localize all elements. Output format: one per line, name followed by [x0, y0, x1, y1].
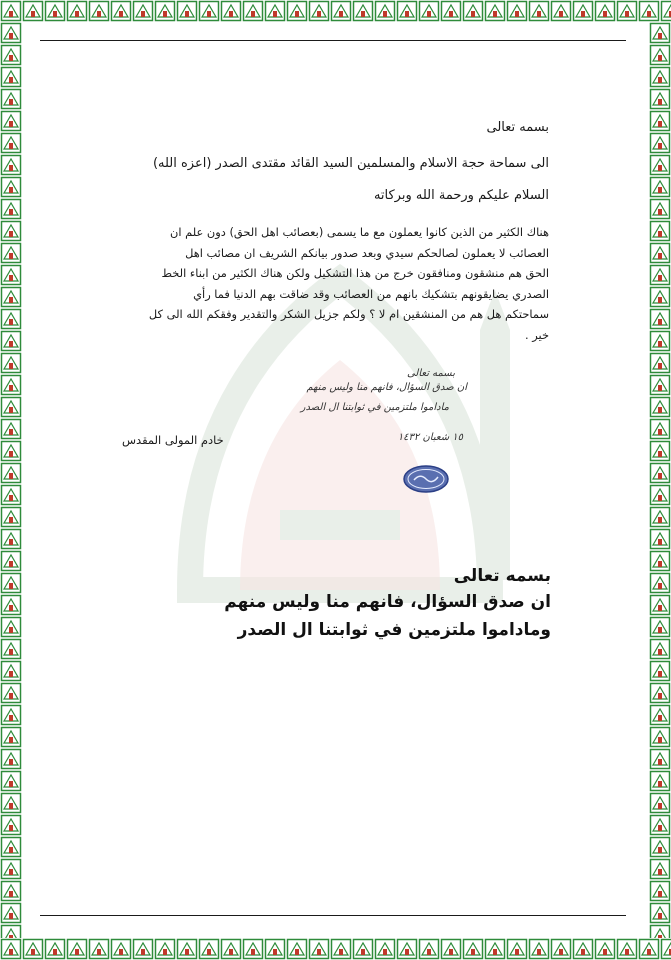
ornamental-border-bottom [0, 938, 671, 960]
body-line: العصائب لا يعملون لصالحكم سيدي وبعد صدور بيانكم الشريف ان مصائب اهل [185, 245, 549, 260]
reply-line-2: ان صدق السؤال، فانهم منا وليس منهم [224, 592, 551, 612]
body-line: الحق هم منشقون ومنافقون خرج من هذا التشكيل ولكن هناك الكثير من ابناء الخط [161, 266, 549, 280]
letter-greeting: السلام عليكم ورحمة الله وبركاته [373, 188, 549, 203]
ornamental-border-right [649, 22, 671, 938]
body-line: الصدري يضايقونهم بتشكيك بانهم من العصائب وقد ضاقت بهم الدنيا فما رأي [193, 286, 549, 301]
reply-basmala: بسمه تعالى [453, 566, 551, 586]
letter-signature: خادم المولى المقدس [122, 433, 224, 447]
handwritten-line-3: ماداموا ملتزمين في ثوابتنا ال الصدر [300, 402, 449, 413]
body-line: هناك الكثير من الذين كانوا يعملون مع ما يسمى (بعصائب اهل الحق) دون علم ان [170, 225, 549, 239]
letter-basmala: بسمه تعالى [486, 120, 549, 135]
frame-line-top [40, 40, 626, 41]
reply-line-3: وماداموا ملتزمين في ثوابتنا ال الصدر [237, 620, 551, 640]
body-line: خير . [524, 327, 549, 342]
ornamental-border-top [0, 0, 671, 22]
frame-line-bottom [40, 915, 626, 916]
ornamental-border-left [0, 22, 22, 938]
handwritten-line-1: بسمه تعالى [406, 368, 455, 379]
handwritten-date: ١٥ شعبان ١٤٣٢ [397, 432, 463, 443]
body-line: سماحتكم هل هم من المنشقين ام لا ؟ ولكم جزيل الشكر والتقدير وفقكم الله الى كل [148, 307, 549, 321]
letter-body [119, 222, 549, 345]
handwritten-line-2: ان صدق السؤال، فانهم منا وليس منهم [306, 382, 467, 393]
office-seal-icon [402, 464, 450, 494]
letter-addressee: الى سماحة حجة الاسلام والمسلمين السيد القائد مقتدى الصدر (اعزه الله) [152, 156, 549, 171]
